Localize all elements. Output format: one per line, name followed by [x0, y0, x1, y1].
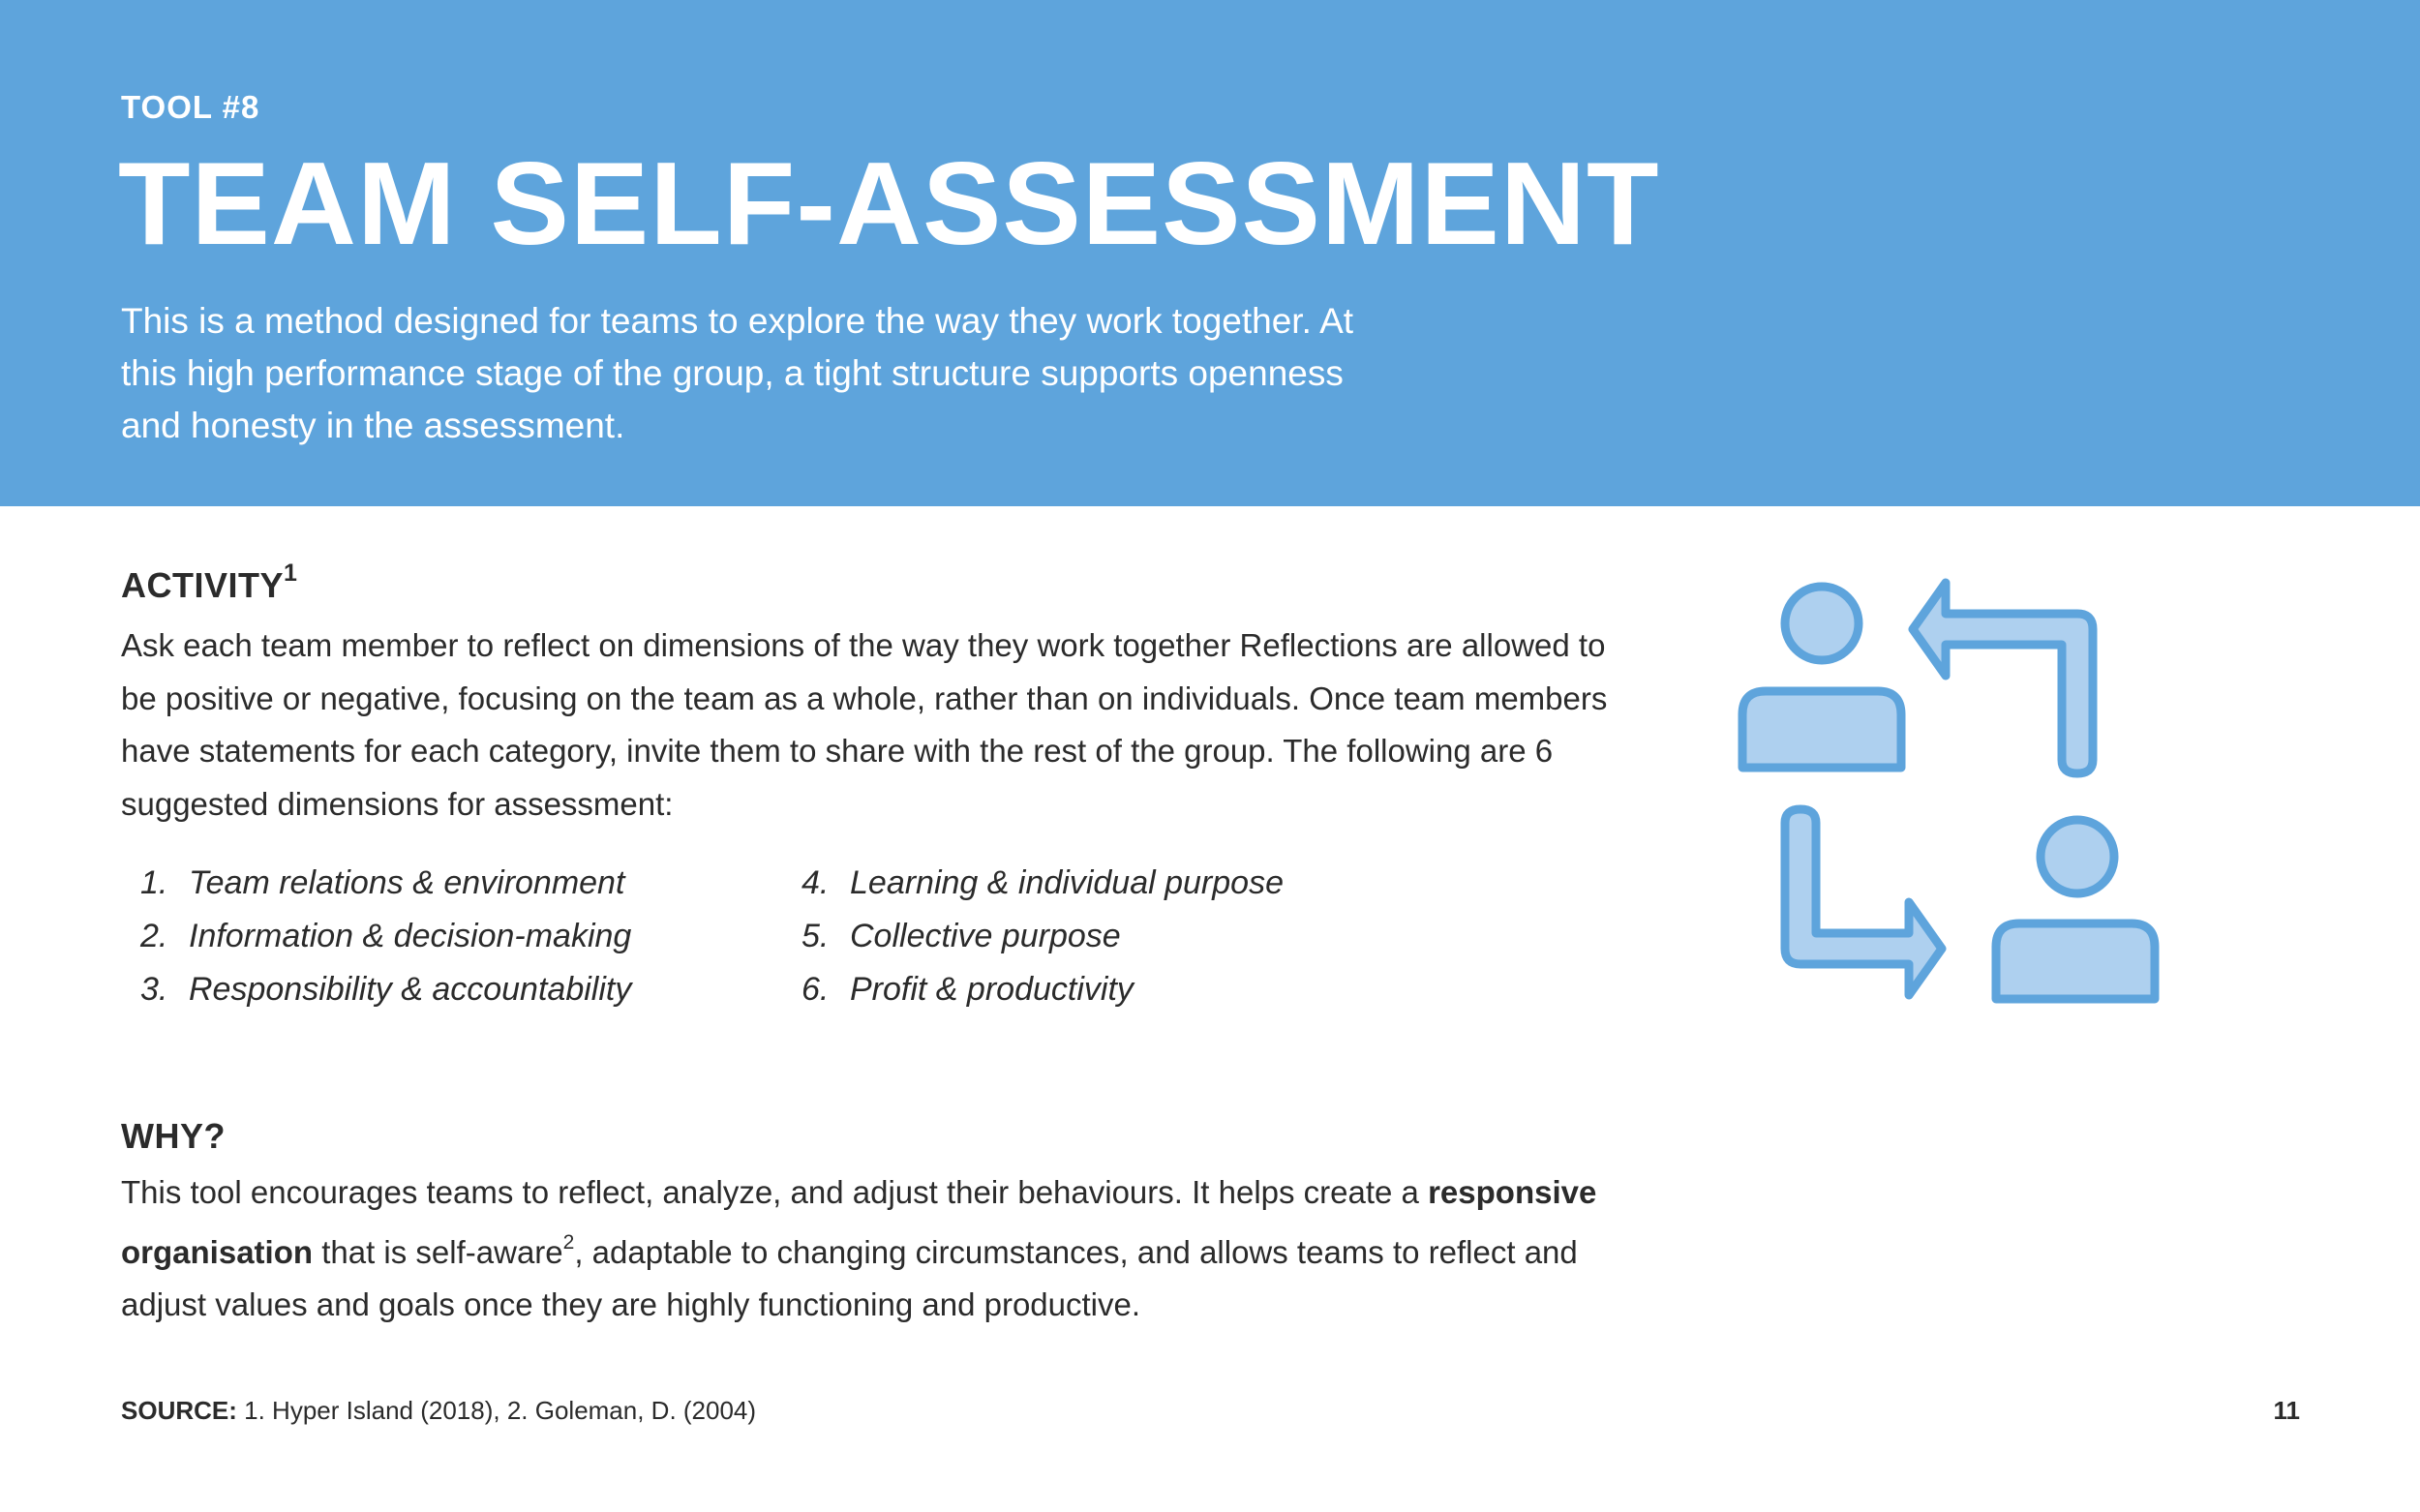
page-number: 11 — [2273, 1396, 2300, 1425]
list-item-number: 5. — [802, 918, 830, 954]
activity-heading-text: ACTIVITY — [121, 565, 285, 605]
why-text-start: This tool encourages teams to reflect, analyze, and adjust their behaviours. It helps create a — [121, 1174, 1429, 1210]
list-item-number: 4. — [802, 864, 830, 901]
dimension-list-right — [802, 857, 1284, 1016]
list-item — [140, 910, 631, 963]
list-item-label: Team relations & environment — [189, 864, 625, 901]
page-title: TEAM SELF-ASSESSMENT — [118, 137, 1660, 269]
list-item-number: 6. — [802, 971, 830, 1008]
source-label: SOURCE: — [121, 1396, 237, 1425]
intro-text: This is a method designed for teams to explore the way they work together. At this high performance stage of the group, a tight structure supports openness and honesty in the assessment. — [121, 301, 1354, 445]
why-bold-phrase: responsive organisation — [121, 1174, 1597, 1270]
list-item-label: Learning & individual purpose — [850, 864, 1284, 901]
why-heading: WHY? — [121, 1116, 226, 1156]
list-item-number: 2. — [140, 918, 168, 954]
list-item — [802, 857, 1284, 910]
list-item — [140, 963, 631, 1016]
arrow-right-icon — [1785, 809, 1942, 995]
dimension-list-left — [140, 857, 631, 1016]
why-text-middle: that is self-aware — [313, 1233, 563, 1270]
list-item-label: Collective purpose — [850, 918, 1121, 954]
activity-footnote-ref: 1 — [284, 559, 298, 587]
tool-label: TOOL #8 — [121, 89, 260, 125]
person-body-icon — [1996, 923, 2155, 999]
list-item-label: Profit & productivity — [850, 971, 1134, 1008]
source-text: 1. Hyper Island (2018), 2. Goleman, D. (2004) — [236, 1396, 757, 1425]
why-text — [121, 1166, 1631, 1332]
why-text-end: , adaptable to changing circumstances, and allows teams to reflect and adjust values and goals once they are highly functioning and productive. — [121, 1233, 1578, 1322]
person-body-icon — [1742, 691, 1901, 768]
list-item — [140, 857, 631, 910]
list-item-label: Responsibility & accountability — [189, 971, 632, 1008]
list-item-number: 1. — [140, 864, 168, 901]
list-item-number: 3. — [140, 971, 168, 1008]
list-item — [802, 963, 1284, 1016]
why-footnote-ref: 2 — [562, 1230, 575, 1254]
source-citation — [121, 1396, 756, 1426]
person-head-icon — [2041, 820, 2114, 893]
arrow-left-icon — [1913, 583, 2093, 773]
team-exchange-icon — [1723, 571, 2168, 1016]
person-head-icon — [1785, 587, 1859, 660]
header-band — [0, 0, 2420, 506]
activity-heading — [121, 559, 298, 606]
list-item-label: Information & decision-making — [189, 918, 632, 954]
list-item — [802, 910, 1284, 963]
activity-text: Ask each team member to reflect on dimensions of the way they work together Reflections are allowed to be positive or negative, focusing on the team as a whole, rather than on individuals. Once team members have statements for each category, invite them to share with the rest of the group. The following are 6 suggested dimensions for assessment: — [121, 627, 1608, 822]
